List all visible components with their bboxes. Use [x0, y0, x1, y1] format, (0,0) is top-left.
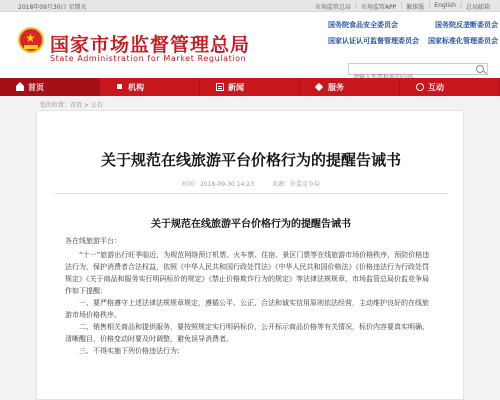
organization-icon [116, 83, 123, 90]
main-nav [0, 78, 500, 96]
nav-item-interaction[interactable]: 互动 [400, 78, 500, 96]
separator: | [428, 2, 431, 9]
nav-item-organization[interactable]: 机构 [100, 78, 200, 96]
site-header [0, 12, 500, 78]
interaction-icon [416, 83, 424, 91]
divider [55, 193, 447, 194]
article-inner-title: 关于规范在线旅游平台价格行为的提醒告诫书 [151, 219, 351, 230]
link-standardization-committee[interactable]: 国家标准化管理委员会 [428, 37, 498, 45]
utility-link-mobile-app[interactable]: 市场监管APP [360, 4, 397, 11]
article-paragraph: 二、销售相关商品和提供服务，要按照规定实行明码标价，公开标示商品价格等有关情况，标价内容要真实明确、清晰醒目，价格变动时要及时调整，避免误导消费者。 [65, 323, 429, 343]
article-paragraph: 三、不得实施下列价格违法行为： [79, 347, 184, 355]
separator: | [459, 2, 462, 9]
service-icon [315, 83, 323, 91]
article-body [65, 235, 435, 357]
link-antimonopoly-committee[interactable]: 国务院反垄断委员会 [435, 21, 498, 29]
article-paragraph: 一、要严格遵守上述法律法规规章规定，遵循公平、公正、合法和诚实信用原则依法经营，主动维护良好的在线旅游市场价格秩序。 [65, 299, 429, 319]
article-source: 来源：价监竞争局 [271, 181, 320, 188]
link-food-safety-committee[interactable]: 国务院食品安全委员会 [328, 21, 398, 29]
link-certification-committee[interactable]: 国家认证认可监督管理委员会 [328, 37, 419, 45]
news-icon [216, 83, 224, 91]
utility-link-app[interactable]: 市场监管总局 [314, 4, 351, 11]
current-date: 2018年09月30日 星期天 [18, 4, 87, 11]
nav-item-news[interactable]: 新闻 [200, 78, 300, 96]
home-icon [16, 83, 24, 91]
related-agency-links [328, 20, 498, 52]
utility-links [315, 2, 490, 11]
utility-link-traditional[interactable]: 繁体版 [406, 4, 425, 11]
article-paragraph: “十一”旅游出行旺季临近，为规范网络预订机票、火车票、住宿、景区门票等在线旅游市场价格秩序，预防价格违法行为，保护消费者合法权益，依照《中华人民共和国行政处罚法》《中华人民共和国价格法》《价格违法行为行政处罚规定》《关于商品和服务实行明码标价的规定》《禁止价格欺诈行为的规定》等法律法规规章，市场监管总局价监竞争局作如下提醒： [65, 251, 430, 295]
article-title: 关于规范在线旅游平台价格行为的提醒告诫书 [100, 151, 401, 169]
site-subtitle: State Administration for Market Regulation [50, 54, 247, 63]
separator: | [354, 2, 357, 9]
article-container [36, 110, 464, 400]
site-title[interactable]: 国家市场监督管理总局 [50, 34, 251, 56]
article-paragraph: 各在线旅游平台： [65, 237, 121, 245]
top-utility-bar [0, 0, 500, 12]
separator: | [400, 2, 403, 9]
search-icon[interactable] [476, 65, 484, 73]
nav-item-home[interactable]: 首页 [0, 78, 100, 96]
utility-link-mailbox[interactable]: 总局邮箱 [465, 4, 490, 11]
national-emblem-icon[interactable]: ★ [18, 27, 44, 53]
breadcrumb[interactable]: 您的位置：首页 > 公告 [40, 102, 103, 109]
article-time: 时间：2018-09-30 14:23 [181, 181, 255, 188]
search-box [348, 63, 488, 75]
article-meta [37, 179, 465, 188]
nav-item-service[interactable]: 服务 [300, 78, 400, 96]
utility-link-english[interactable]: English [434, 2, 456, 9]
